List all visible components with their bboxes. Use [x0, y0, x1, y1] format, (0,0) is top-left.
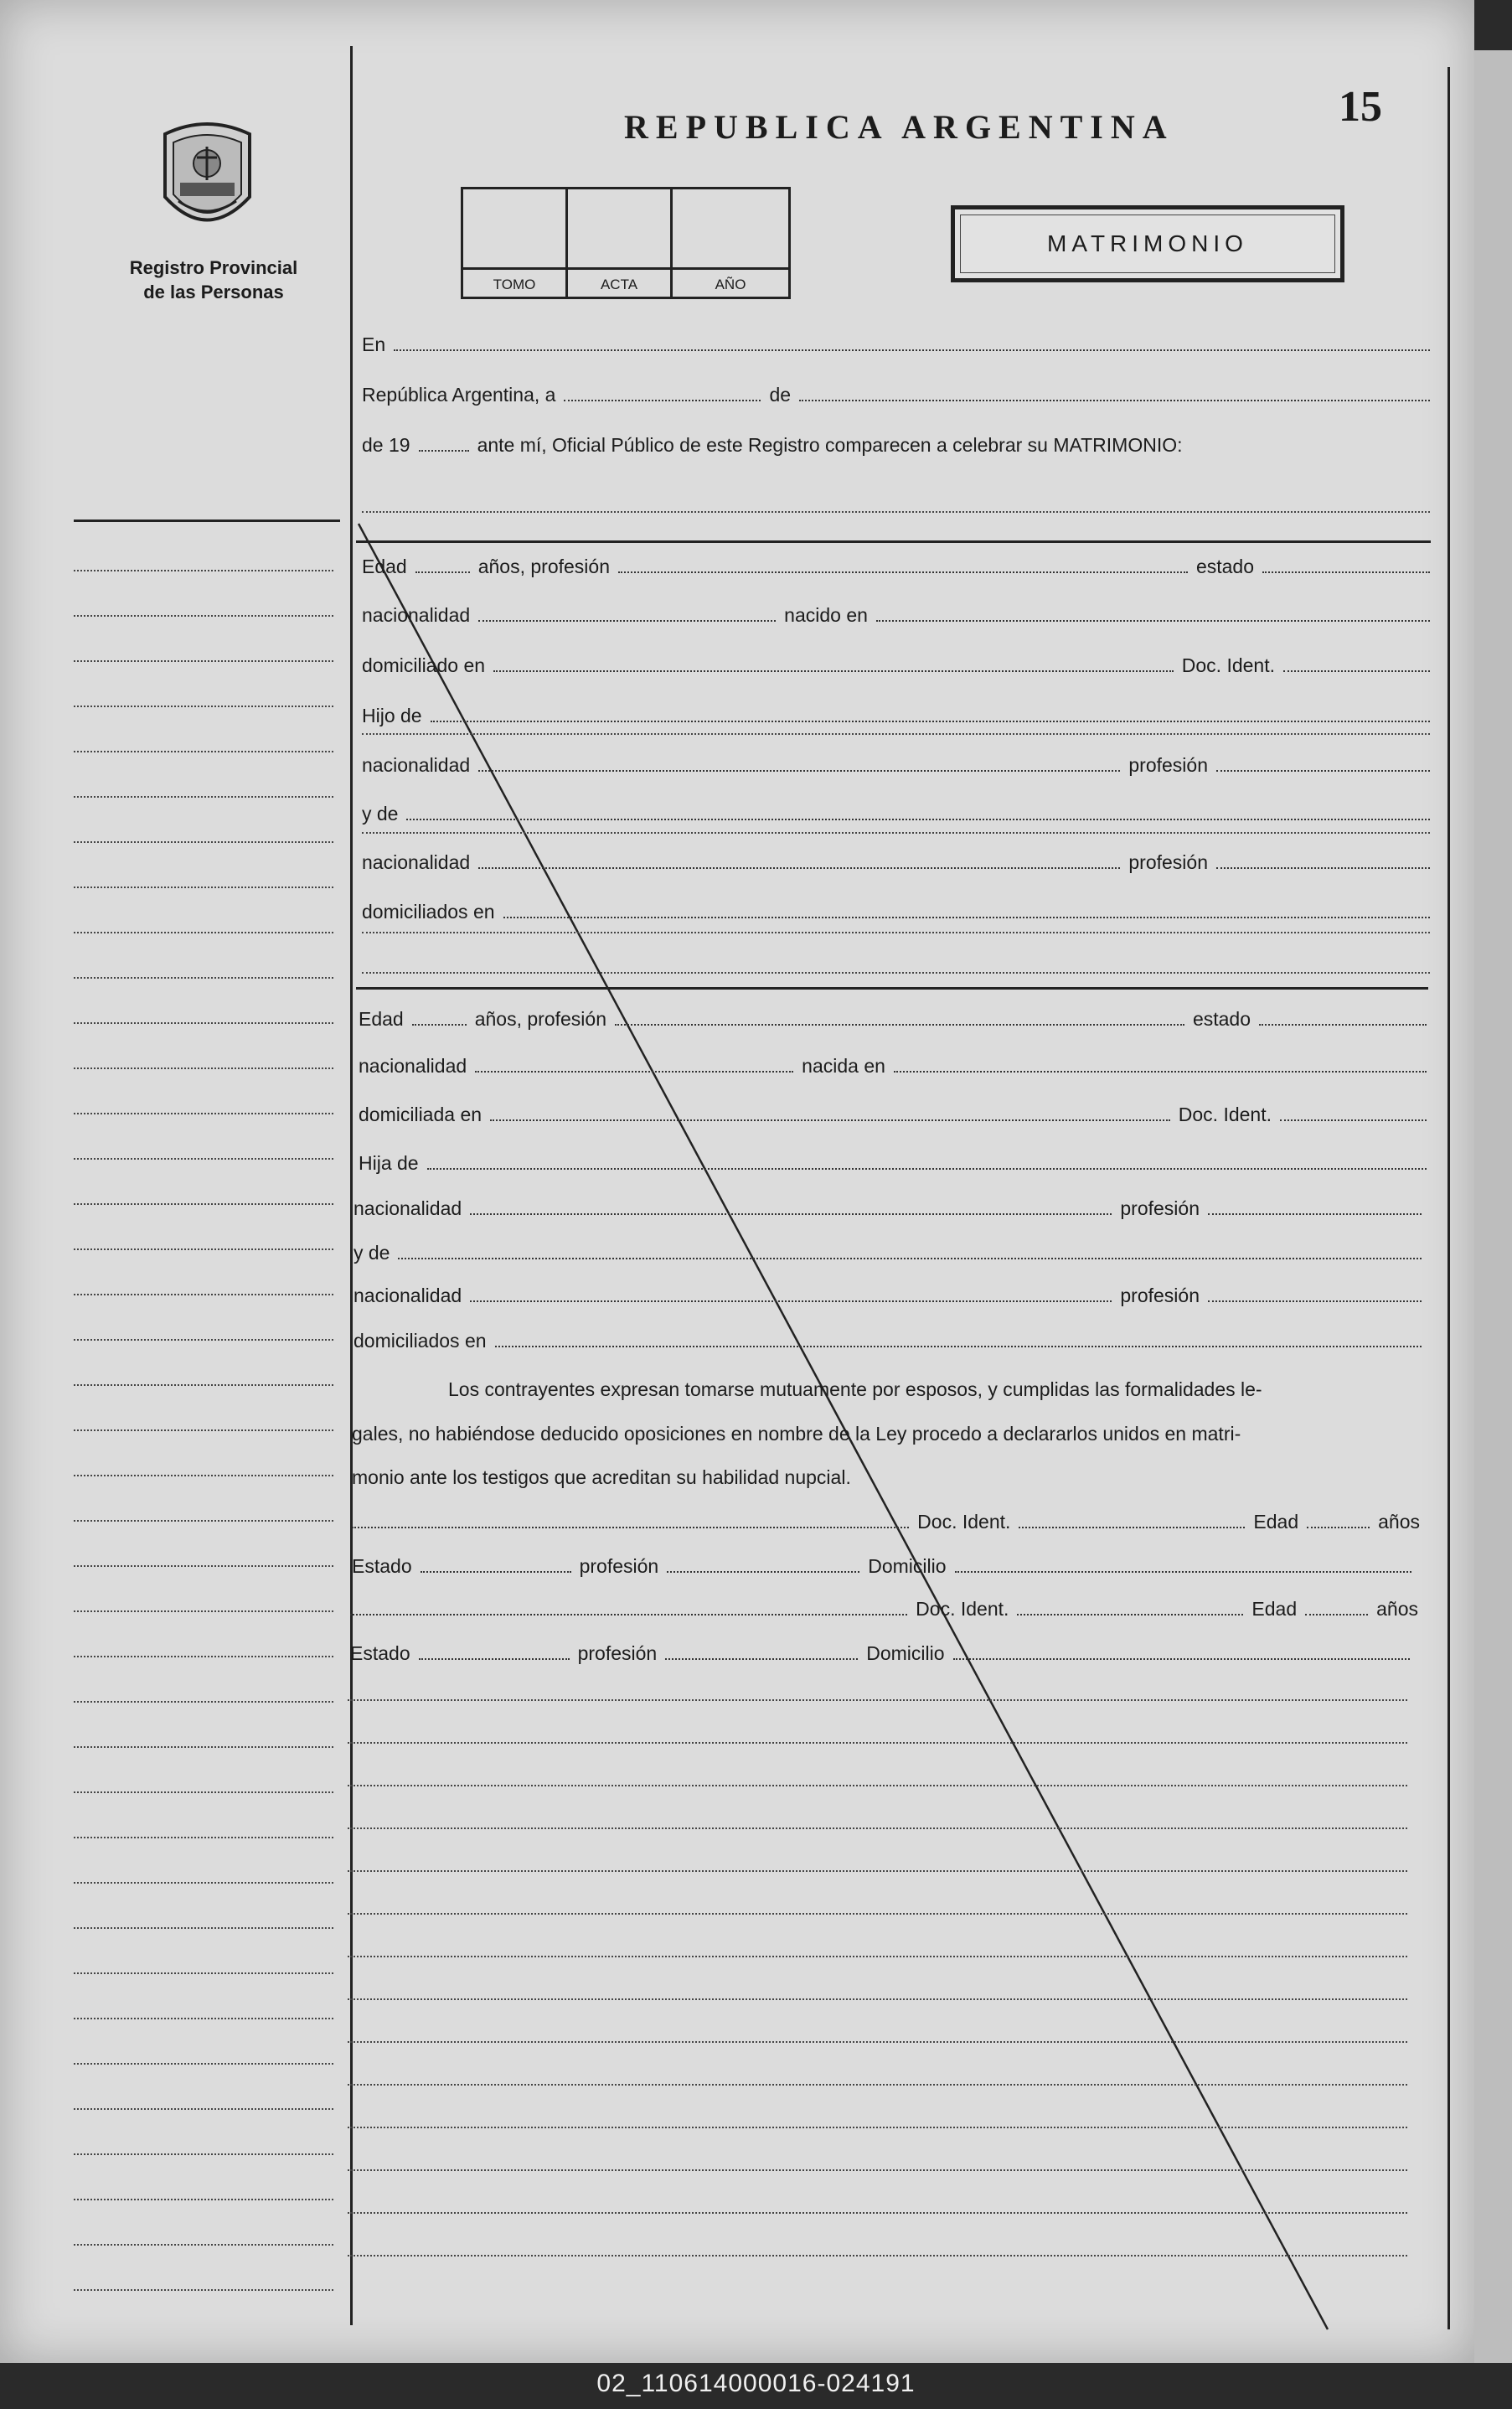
year-field[interactable] — [419, 450, 469, 452]
acta-cell[interactable] — [568, 189, 673, 297]
witness-1-domicilio-label: Domicilio — [868, 1555, 947, 1577]
witness-2-doc-label: Doc. Ident. — [916, 1598, 1009, 1620]
bride-hija-label: Hija de — [359, 1152, 419, 1174]
observation-line[interactable] — [348, 1956, 1407, 1957]
margin-line[interactable] — [74, 2108, 333, 2110]
margin-line[interactable] — [74, 570, 333, 571]
witness-1-name-field[interactable] — [352, 1527, 909, 1528]
groom-mother-nac-label: nacionalidad — [362, 851, 471, 873]
witness-2-domicilio-field[interactable] — [953, 1658, 1410, 1660]
bride-nacida-label: nacida en — [802, 1055, 885, 1077]
bride-row-parents-domicilio — [353, 1327, 1422, 1352]
observation-line[interactable] — [348, 1913, 1407, 1915]
witness-2-edad-label: Edad — [1251, 1598, 1298, 1620]
witness-2-name-field[interactable] — [350, 1614, 907, 1615]
bride-nacida-field[interactable] — [894, 1071, 1427, 1073]
observation-line[interactable] — [348, 2255, 1407, 2256]
margin-line[interactable] — [74, 1248, 333, 1250]
bride-profesion-field[interactable] — [615, 1024, 1184, 1026]
groom-row-domicilio — [362, 652, 1430, 677]
margin-line[interactable] — [74, 1520, 333, 1522]
bride-estado-label: estado — [1192, 1008, 1251, 1030]
witness-1-profesion-label: profesión — [579, 1555, 659, 1577]
registry-line-1: Registro Provincial — [129, 257, 298, 278]
groom-mother-prof-label: profesión — [1128, 851, 1208, 873]
anio-label: AÑO — [715, 277, 746, 292]
margin-line[interactable] — [74, 1972, 333, 1974]
scan-code: 02_110614000016-024191 — [596, 2370, 916, 2397]
bride-row-father-nac — [353, 1195, 1422, 1220]
witness-1-row-b — [352, 1553, 1411, 1578]
witness-2-anios-label: años — [1376, 1598, 1418, 1620]
witness-2-row-a — [350, 1595, 1427, 1621]
witness-1-estado-field[interactable] — [421, 1571, 571, 1573]
bride-parents-domicilio-label: domiciliados en — [353, 1330, 487, 1352]
margin-line[interactable] — [74, 2244, 333, 2246]
acta-label: ACTA — [600, 277, 638, 292]
bride-father-prof-field[interactable] — [1208, 1213, 1422, 1215]
margin-line[interactable] — [74, 2018, 333, 2019]
declaration-line-3: monio ante los testigos que acreditan su habilidad nupcial. — [352, 1466, 851, 1488]
bride-edad-field[interactable] — [412, 1024, 467, 1026]
bride-doc-label: Doc. Ident. — [1178, 1104, 1272, 1125]
bride-mother-nac-field[interactable] — [470, 1300, 1112, 1302]
page-number: 15 — [1339, 83, 1382, 131]
margin-line[interactable] — [74, 1339, 333, 1341]
day-field[interactable] — [564, 400, 761, 401]
groom-parents-domicilio-field[interactable] — [503, 917, 1430, 918]
margin-line[interactable] — [74, 2199, 333, 2200]
bride-nacionalidad-label: nacionalidad — [359, 1055, 467, 1077]
declaration-line-2: gales, no habiéndose deducido oposiciones en nombre de la Ley procedo a declararlos unidos en matri- — [352, 1423, 1241, 1445]
groom-row-mother-nac — [362, 849, 1430, 874]
bride-parents-domicilio-field[interactable] — [495, 1346, 1422, 1347]
groom-row-edad — [362, 553, 1430, 578]
margin-line[interactable] — [74, 1791, 333, 1793]
margin-line[interactable] — [74, 1068, 333, 1069]
groom-row-madre — [362, 800, 1430, 825]
margin-line[interactable] — [74, 796, 333, 798]
reference-box — [461, 187, 791, 299]
place-field[interactable] — [394, 349, 1430, 351]
margin-line[interactable] — [74, 1656, 333, 1657]
groom-domicilio-field[interactable] — [493, 670, 1174, 672]
groom-father-prof-field[interactable] — [1216, 770, 1430, 772]
witness-1-doc-label: Doc. Ident. — [917, 1511, 1011, 1533]
observation-line[interactable] — [348, 2169, 1407, 2171]
provincial-seal-icon — [155, 117, 260, 243]
groom-father-nac-label: nacionalidad — [362, 754, 471, 776]
opening-line-1 — [362, 331, 1430, 356]
margin-line[interactable] — [74, 1294, 333, 1295]
margin-line[interactable] — [74, 1837, 333, 1838]
groom-extra-line-1[interactable] — [362, 932, 1430, 933]
groom-edad-field[interactable] — [415, 571, 470, 573]
margin-line[interactable] — [74, 2153, 333, 2155]
year-prefix-label: de 19 — [362, 434, 410, 456]
groom-father-extra-line[interactable] — [362, 733, 1430, 735]
bride-father-prof-label: profesión — [1120, 1197, 1200, 1219]
groom-mother-prof-field[interactable] — [1216, 867, 1430, 869]
bride-mother-nac-label: nacionalidad — [353, 1285, 462, 1306]
margin-line[interactable] — [74, 751, 333, 752]
opening-line-2 — [362, 381, 1430, 406]
bride-row-madre — [353, 1239, 1422, 1264]
witness-2-domicilio-label: Domicilio — [866, 1642, 945, 1664]
record-type-box — [951, 205, 1344, 282]
de-label: de — [769, 384, 792, 406]
observation-line[interactable] — [348, 1742, 1407, 1744]
observation-line[interactable] — [348, 1699, 1407, 1701]
groom-extra-line-2[interactable] — [362, 972, 1430, 974]
margin-line[interactable] — [74, 887, 333, 888]
observation-line[interactable] — [348, 1827, 1407, 1829]
margin-line[interactable] — [74, 1203, 333, 1205]
groom-estado-field[interactable] — [1262, 571, 1430, 573]
bride-mother-field[interactable] — [398, 1258, 1422, 1259]
margin-line[interactable] — [74, 977, 333, 979]
groom-doc-label: Doc. Ident. — [1181, 654, 1275, 676]
bride-row-nacionalidad — [359, 1052, 1427, 1078]
registry-name — [109, 256, 318, 304]
margin-line[interactable] — [74, 2063, 333, 2065]
groom-mother-nac-field[interactable] — [478, 867, 1120, 869]
opening-blank-line[interactable] — [362, 511, 1430, 513]
groom-nacionalidad-label: nacionalidad — [362, 604, 471, 626]
witness-2-row-b — [350, 1640, 1410, 1665]
observation-line[interactable] — [348, 2084, 1407, 2086]
margin-line[interactable] — [74, 1927, 333, 1929]
anio-cell[interactable] — [673, 189, 788, 297]
witness-1-profesion-field[interactable] — [667, 1571, 859, 1573]
observation-line[interactable] — [348, 1870, 1407, 1872]
groom-edad-label: Edad — [362, 556, 407, 577]
groom-row-nacionalidad — [362, 602, 1430, 627]
groom-mother-field[interactable] — [406, 819, 1430, 820]
witness-1-doc-field[interactable] — [1019, 1527, 1245, 1528]
margin-line[interactable] — [74, 1429, 333, 1431]
observation-line[interactable] — [348, 1785, 1407, 1786]
groom-estado-label: estado — [1195, 556, 1254, 577]
margin-line[interactable] — [74, 660, 333, 662]
month-field[interactable] — [799, 400, 1430, 401]
tomo-cell[interactable] — [463, 189, 568, 297]
witness-2-estado-field[interactable] — [419, 1658, 570, 1660]
groom-nacido-label: nacido en — [784, 604, 868, 626]
margin-line[interactable] — [74, 1113, 333, 1114]
witness-2-profesion-label: profesión — [577, 1642, 658, 1664]
groom-parents-domicilio-label: domiciliados en — [362, 901, 495, 923]
witness-2-profesion-field[interactable] — [665, 1658, 858, 1660]
margin-line[interactable] — [74, 841, 333, 843]
bride-row-mother-nac — [353, 1282, 1422, 1307]
witness-1-anios-label: años — [1378, 1511, 1420, 1533]
witness-1-estado-label: Estado — [352, 1555, 412, 1577]
groom-mother-extra-line[interactable] — [362, 832, 1430, 834]
bride-father-field[interactable] — [427, 1168, 1427, 1170]
margin-line[interactable] — [74, 615, 333, 617]
page-edge — [1474, 50, 1512, 2363]
bride-row-hija — [359, 1150, 1427, 1175]
groom-father-field[interactable] — [431, 721, 1430, 722]
country-title: REPUBLICA ARGENTINA — [624, 108, 1174, 146]
en-label: En — [362, 333, 386, 355]
groom-row-hijo — [362, 702, 1430, 727]
bride-doc-field[interactable] — [1280, 1119, 1427, 1121]
groom-hijo-label: Hijo de — [362, 705, 422, 726]
bride-domicilio-label: domiciliada en — [359, 1104, 482, 1125]
bride-father-nac-label: nacionalidad — [353, 1197, 462, 1219]
bride-yde-label: y de — [353, 1242, 390, 1264]
groom-ydе-label: y de — [362, 803, 399, 825]
margin-line[interactable] — [74, 1022, 333, 1024]
observation-line[interactable] — [348, 2041, 1407, 2043]
groom-row-parents-domicilio — [362, 898, 1430, 923]
witness-2-doc-field[interactable] — [1017, 1614, 1243, 1615]
groom-nacido-field[interactable] — [876, 620, 1430, 622]
bride-edad-label: Edad — [359, 1008, 404, 1030]
margin-line[interactable] — [74, 1384, 333, 1386]
groom-domicilio-label: domiciliado en — [362, 654, 486, 676]
bride-father-nac-field[interactable] — [470, 1213, 1112, 1215]
margin-line[interactable] — [74, 2289, 333, 2291]
bride-row-domicilio — [359, 1101, 1427, 1126]
bride-profesion-label: años, profesión — [474, 1008, 606, 1030]
bride-mother-prof-field[interactable] — [1208, 1300, 1422, 1302]
groom-father-nac-field[interactable] — [478, 770, 1120, 772]
witness-1-edad-label: Edad — [1253, 1511, 1299, 1533]
declaration-line-1: Los contrayentes expresan tomarse mutuamente por esposos, y cumplidas las formalidades le- — [448, 1378, 1262, 1400]
margin-line[interactable] — [74, 1158, 333, 1160]
registry-line-2: de las Personas — [143, 282, 284, 302]
margin-line[interactable] — [74, 706, 333, 707]
witness-2-estado-label: Estado — [350, 1642, 410, 1664]
margin-line[interactable] — [74, 1610, 333, 1612]
margin-line[interactable] — [74, 1882, 333, 1884]
margin-line[interactable] — [74, 1746, 333, 1748]
witness-1-domicilio-field[interactable] — [955, 1571, 1411, 1573]
bride-mother-prof-label: profesión — [1120, 1285, 1200, 1306]
observation-line[interactable] — [348, 2212, 1407, 2214]
groom-row-father-nac — [362, 752, 1430, 777]
groom-father-prof-label: profesión — [1128, 754, 1208, 776]
groom-profesion-label: años, profesión — [477, 556, 610, 577]
bride-nacionalidad-field[interactable] — [475, 1071, 793, 1073]
groom-doc-field[interactable] — [1283, 670, 1430, 672]
opening-line-3 — [362, 432, 1430, 457]
margin-line[interactable] — [74, 1701, 333, 1703]
margin-line[interactable] — [74, 1475, 333, 1476]
tomo-label: TOMO — [493, 277, 536, 292]
witness-2-edad-field[interactable] — [1305, 1614, 1368, 1615]
margin-line[interactable] — [74, 1565, 333, 1567]
margin-line[interactable] — [74, 932, 333, 933]
republica-label: República Argentina, a — [362, 384, 556, 406]
groom-profesion-field[interactable] — [618, 571, 1188, 573]
bride-row-edad — [359, 1005, 1427, 1031]
record-type-label: MATRIMONIO — [960, 215, 1335, 273]
ante-mi-label: ante mí, Oficial Público de este Registro comparecen a celebrar su MATRIMONIO: — [477, 434, 1183, 456]
groom-nacionalidad-field[interactable] — [478, 620, 776, 622]
witness-1-edad-field[interactable] — [1307, 1527, 1370, 1528]
observation-line[interactable] — [348, 2127, 1407, 2128]
observation-line[interactable] — [348, 1998, 1407, 2000]
bride-domicilio-field[interactable] — [490, 1119, 1170, 1121]
bride-estado-field[interactable] — [1259, 1024, 1427, 1026]
witness-1-row-a — [352, 1508, 1428, 1533]
